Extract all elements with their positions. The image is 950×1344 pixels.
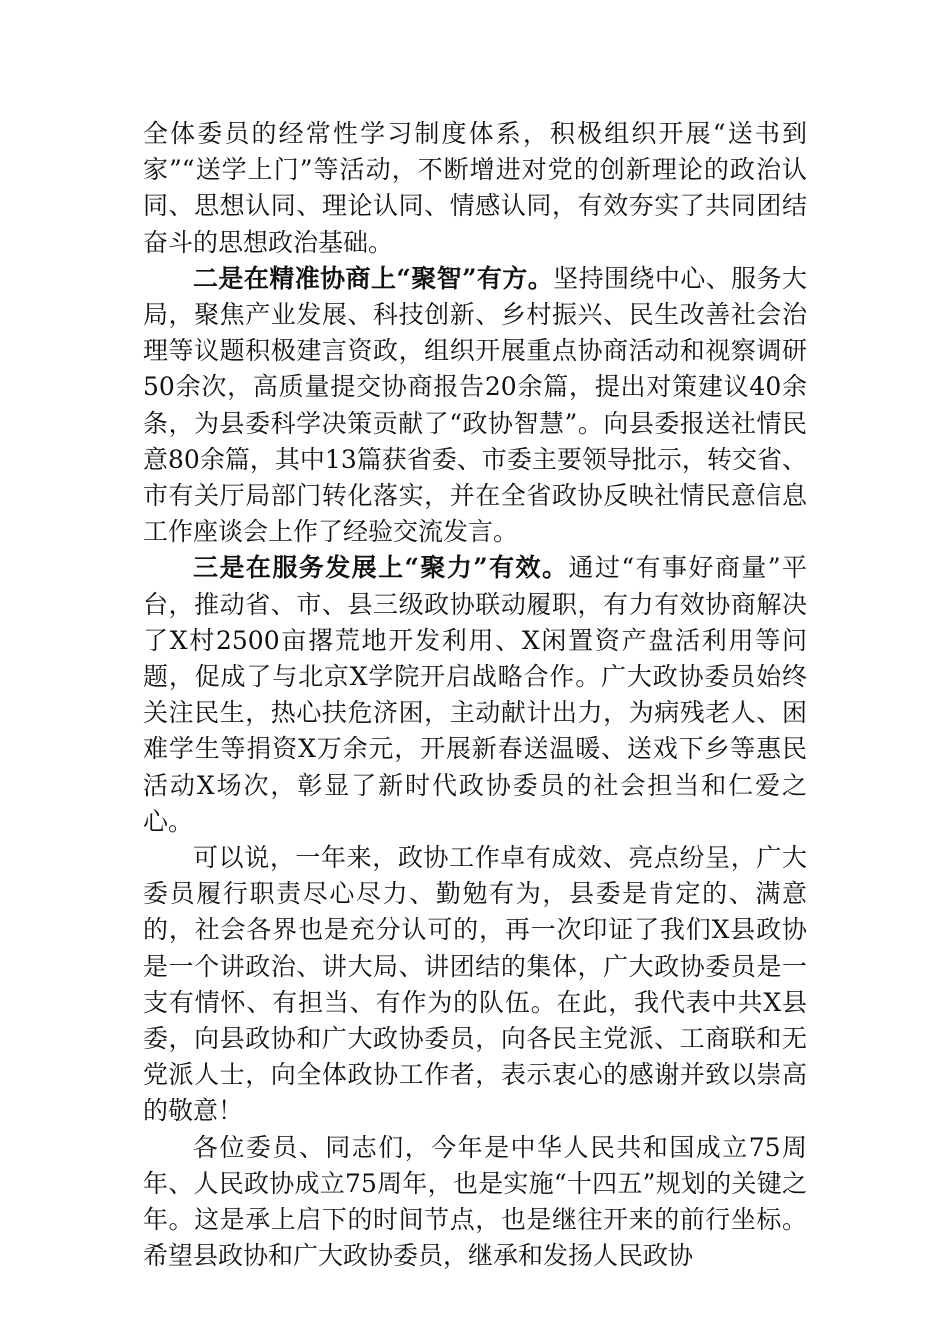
paragraph-4 [143,840,807,1130]
paragraph-3 [143,550,807,840]
paragraph-5-text: 各位委员、同志们，今年是中华人民共和国成立75周年、人民政协成立75周年，也是实施“十四五”规划的关键之年。这是承上启下的时间节点，也是继往开来的前行坐标。希望县政协和广大政协委员，继承和发扬人民政协 [143,1132,807,1271]
paragraph-3-lead: 三是在服务发展上“聚力”有效。 [193,553,569,583]
paragraph-2-text: 坚持围绕中心、服务大局，聚焦产业发展、科技创新、乡村振兴、民生改善社会治理等议题积极建言资政，组织开展重点协商活动和视察调研50余次，高质量提交协商报告20余篇，提出对策建议40余条，为县委科学决策贡献了“政协智慧”。向县委报送社情民意80余篇，其中13篇获省委、市委主要领导批示，转交省、市有关厅局部门转化落实，并在全省政协反映社情民意信息工作座谈会上作了经验交流发言。 [143,263,807,547]
paragraph-1-text: 全体委员的经常性学习制度体系，积极组织开展“送书到家”“送学上门”等活动，不断增进对党的创新理论的政治认同、思想认同、理论认同、情感认同，有效夯实了共同团结奋斗的思想政治基础。 [143,119,807,257]
paragraph-2-lead: 二是在精准协商上“聚智”有方。 [193,263,554,293]
paragraph-2 [143,261,807,551]
document-page [143,116,807,1275]
paragraph-1 [143,116,807,261]
paragraph-4-text: 可以说，一年来，政协工作卓有成效、亮点纷呈，广大委员履行职责尽心尽力、勤勉有为，县委是肯定的、满意的，社会各界也是充分认可的，再一次印证了我们X县政协是一个讲政治、讲大局、讲团结的集体，广大政协委员是一支有情怀、有担当、有作为的队伍。在此，我代表中共X县委，向县政协和广大政协委员，向各民主党派、工商联和无党派人士，向全体政协工作者，表示衷心的感谢并致以崇高的敬意！ [143,843,807,1126]
paragraph-5 [143,1130,807,1275]
paragraph-3-text: 通过“有事好商量”平台，推动省、市、县三级政协联动履职，有力有效协商解决了X村2500亩撂荒地开发利用、X闲置资产盘活利用等问题，促成了与北京X学院开启战略合作。广大政协委员始终关注民生，热心扶危济困，主动献计出力，为病残老人、困难学生等捐资X万余元，开展新春送温暖、送戏下乡等惠民活动X场次，彰显了新时代政协委员的社会担当和仁爱之心。 [143,553,808,836]
